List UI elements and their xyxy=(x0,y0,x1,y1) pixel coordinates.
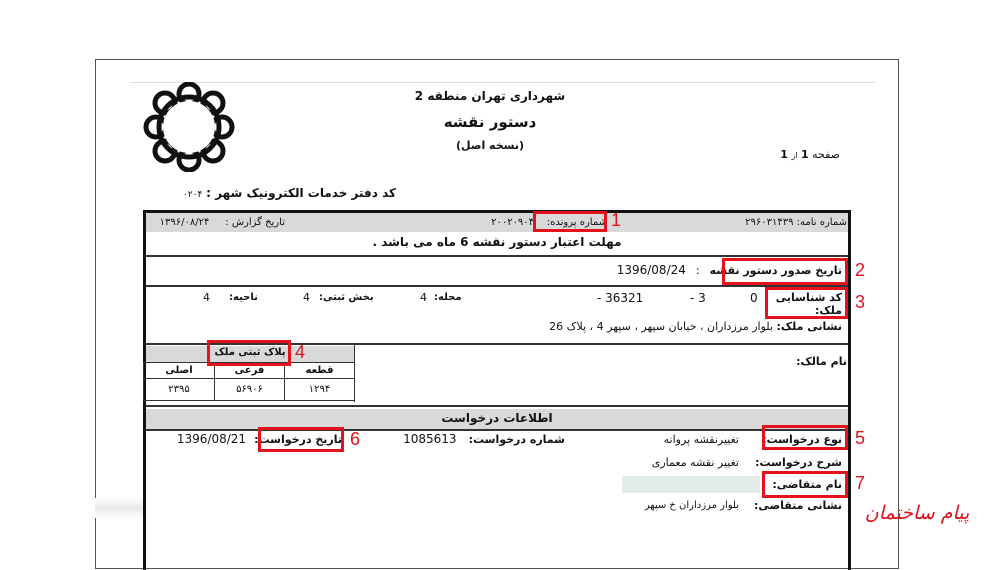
request-desc-value: تغییر نقشه معماری xyxy=(651,456,739,469)
divider xyxy=(146,285,848,287)
issue-date-sep: : xyxy=(695,264,700,277)
plaque-col-header: اصلی xyxy=(143,362,215,379)
divider xyxy=(146,405,848,407)
annotation-number: 1 xyxy=(611,210,622,230)
request-number-row xyxy=(403,432,565,446)
district-label: ناحیه: xyxy=(229,292,258,303)
issue-date-value: 1396/08/24 xyxy=(616,263,686,277)
request-type-value: تغییرنقشه پروانه xyxy=(663,433,739,446)
annotation-box-2 xyxy=(722,258,848,285)
annotation-box-5 xyxy=(762,425,848,450)
annotation-box-6 xyxy=(258,427,344,452)
fade-band xyxy=(95,498,143,518)
request-date-value: 1396/08/21 xyxy=(176,432,247,446)
plaque-cell: ۲۳۹۵ xyxy=(143,378,215,401)
office-code-value: ۰۲۰۴ xyxy=(182,190,203,200)
owner-label: نام مالک: xyxy=(796,355,847,368)
page-subtitle: (نسخه اصل) xyxy=(455,139,525,152)
validity-note: مهلت اعتبار دستور نقشه 6 ماه می باشد . xyxy=(372,235,622,249)
page-number: 1 xyxy=(800,148,809,161)
property-address xyxy=(549,320,842,333)
annotation-box-1 xyxy=(533,211,607,232)
divider xyxy=(130,82,875,83)
page-title: دستور نقشه xyxy=(443,113,537,131)
property-id-part: 0 xyxy=(750,291,758,305)
report-date-value: ۱۳۹۶/۰۸/۲۴ xyxy=(159,217,210,228)
property-id-part: - 36321 xyxy=(597,291,644,305)
divider xyxy=(146,255,848,257)
page-total: 1 xyxy=(780,148,788,161)
district-value: 4 xyxy=(203,291,210,304)
request-type-label: نوع درخواست: xyxy=(762,433,842,446)
request-number-label: شماره درخواست: xyxy=(468,433,565,446)
plaque-title: پلاک ثبتی ملک xyxy=(214,347,286,358)
request-date-label: تاریخ درخواست: xyxy=(254,433,342,446)
annotation-box-4 xyxy=(207,340,291,366)
letter-number-label: شماره نامه: xyxy=(796,217,847,228)
letter-number-value: ۲۹۶۰۳۱۴۳۹ xyxy=(745,217,794,228)
plaque-cell: ۱۲۹۴ xyxy=(284,378,355,401)
office-code-label: کد دفتر خدمات الکترونیک شهر : xyxy=(206,186,396,200)
property-id-part: - 3 xyxy=(690,291,706,305)
plaque-cell: ۵۶۹۰۶ xyxy=(214,378,285,401)
applicant-address-value: بلوار مرزداران خ سپهر xyxy=(644,500,739,511)
registry-section-value: 4 xyxy=(303,291,310,304)
file-number-value: ۲۰۰۲۰۹۰۴ xyxy=(491,217,535,228)
annotation-number: 5 xyxy=(855,428,866,448)
report-date-label: تاریخ گزارش : xyxy=(225,217,285,228)
watermark-logo: پیام ساختمان xyxy=(864,502,970,524)
letter-number xyxy=(745,217,847,228)
file-number-label: شماره پرونده: xyxy=(546,217,607,228)
property-id-label: کد شناسایی ملک: xyxy=(775,291,842,317)
applicant-address-label: نشانی متقاضی: xyxy=(753,499,842,512)
page-indicator xyxy=(740,148,840,161)
annotation-number: 7 xyxy=(855,473,866,493)
tehran-municipality-logo xyxy=(140,82,238,172)
annotation-number: 2 xyxy=(855,260,866,280)
issue-date-label: تاریخ صدور دستور نقشه xyxy=(709,264,842,277)
office-code xyxy=(170,186,396,200)
municipality-name: شهرداری تهران منطقه 2 xyxy=(414,89,566,103)
request-desc-label: شرح درخواست: xyxy=(755,456,842,469)
annotation-number: 3 xyxy=(855,292,866,312)
plaque-col-header: قطعه xyxy=(284,362,355,379)
applicant-name-label: نام متقاضی: xyxy=(772,478,842,491)
property-address-value: بلوار مرزداران ، خیابان سپهر ، سپهر 4 ، پلاک 26 xyxy=(549,320,773,333)
plaque-col-header: فرعی xyxy=(214,362,285,379)
request-number-value: 1085613 xyxy=(403,432,457,446)
annotation-box-3 xyxy=(765,287,848,319)
property-address-label: نشانی ملک: xyxy=(776,320,842,333)
report-date xyxy=(160,217,285,228)
annotation-box-7 xyxy=(762,471,848,498)
neighborhood-value: 4 xyxy=(420,291,427,304)
neighborhood-label: محله: xyxy=(434,292,462,303)
request-section-title: اطلاعات درخواست xyxy=(441,411,553,425)
page-label: صفحه xyxy=(812,148,840,161)
annotation-number: 6 xyxy=(350,429,361,449)
annotation-number: 4 xyxy=(295,342,306,362)
applicant-name-redacted xyxy=(622,476,760,493)
page-of: از xyxy=(791,151,798,160)
registry-section-label: بخش ثبتی: xyxy=(319,292,374,303)
